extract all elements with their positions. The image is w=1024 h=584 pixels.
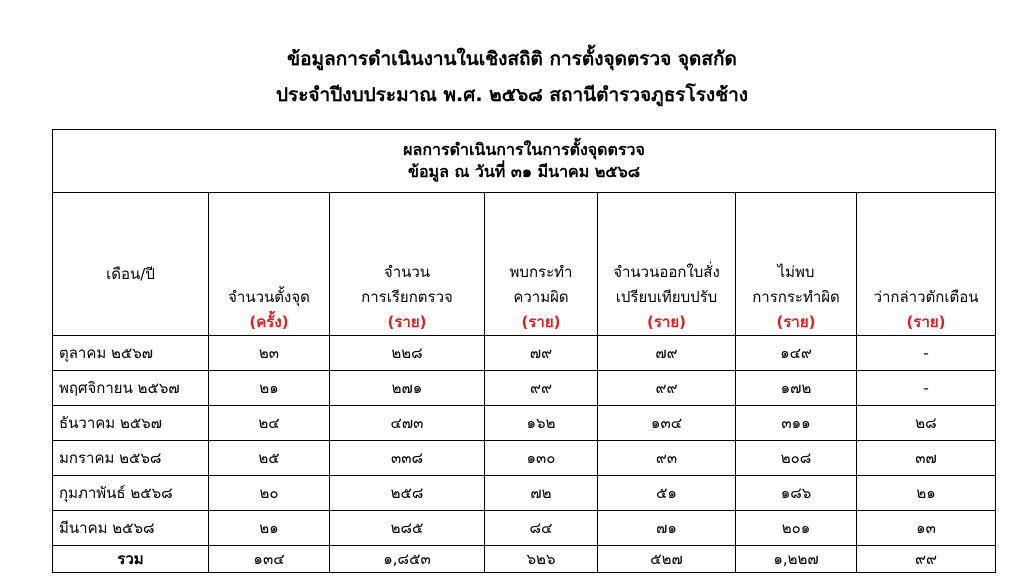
warnings-cell: ๒๑ [857, 476, 996, 511]
inspections-cell: ๔๗๓ [330, 406, 485, 441]
month-cell: กุมภาพันธ์ ๒๕๖๘ [53, 476, 209, 511]
column-header-month-label: เดือน/ปี [106, 264, 155, 283]
inspections-cell: ๓๓๘ [330, 441, 485, 476]
column-header-warnings-label: ว่ากล่าวตักเตือน [873, 288, 979, 306]
column-header-checkpoints [209, 193, 330, 336]
checkpoints-cell: ๒๓ [209, 336, 330, 371]
total-row [53, 546, 996, 573]
offenses-cell: ๗๙ [485, 336, 598, 371]
offenses-cell: ๘๔ [485, 511, 598, 546]
total-inspections: ๑,๘๕๓ [330, 546, 485, 573]
table-caption-line1: ผลการดำเนินการในการตั้งจุดตรวจ [403, 140, 645, 159]
offenses-cell: ๑๖๒ [485, 406, 598, 441]
column-header-offenses [485, 193, 598, 336]
month-cell: มกราคม ๒๕๖๘ [53, 441, 209, 476]
checkpoints-cell: ๒๑ [209, 371, 330, 406]
document-title-line2: ประจำปีงบประมาณ พ.ศ. ๒๕๖๘ สถานีตำรวจภูธรโรงช้าง [275, 84, 749, 106]
total-no-offense: ๑,๒๒๗ [736, 546, 857, 573]
inspections-cell: ๒๘๕ [330, 511, 485, 546]
column-header-tickets-line2: เปรียบเทียบปรับ [615, 288, 718, 306]
column-header-tickets [598, 193, 736, 336]
column-header-inspections-line1: จำนวน [383, 263, 431, 281]
no-offense-cell: ๒๐๑ [736, 511, 857, 546]
offenses-cell: ๗๒ [485, 476, 598, 511]
column-header-checkpoints-unit: (ครั้ง) [249, 313, 289, 331]
column-header-no-offense-unit: (ราย) [776, 313, 816, 331]
column-header-offenses-line1: พบกระทำ [509, 263, 573, 281]
month-cell: ธันวาคม ๒๕๖๗ [53, 406, 209, 441]
total-checkpoints: ๑๓๔ [209, 546, 330, 573]
checkpoints-cell: ๒๐ [209, 476, 330, 511]
offenses-cell: ๑๓๐ [485, 441, 598, 476]
column-header-offenses-line2: ความผิด [513, 288, 569, 306]
month-cell: มีนาคม ๒๕๖๘ [53, 511, 209, 546]
inspections-cell: ๒๗๑ [330, 371, 485, 406]
checkpoint-stats-table [52, 129, 996, 573]
column-header-month [53, 193, 209, 336]
no-offense-cell: ๑๔๙ [736, 336, 857, 371]
total-offenses: ๖๒๖ [485, 546, 598, 573]
checkpoints-cell: ๒๔ [209, 406, 330, 441]
warnings-cell: ๑๓ [857, 511, 996, 546]
no-offense-cell: ๓๑๑ [736, 406, 857, 441]
column-header-warnings-unit: (ราย) [906, 313, 946, 331]
no-offense-cell: ๒๐๘ [736, 441, 857, 476]
document-title-line1: ข้อมูลการดำเนินงานในเชิงสถิติ การตั้งจุดตรวจ จุดสกัด [287, 48, 737, 70]
checkpoints-cell: ๒๑ [209, 511, 330, 546]
warnings-cell: - [857, 336, 996, 371]
warnings-cell: ๒๘ [857, 406, 996, 441]
table-row [53, 371, 996, 406]
total-label: รวม [53, 546, 209, 573]
column-header-no-offense-line1: ไม่พบ [777, 263, 815, 281]
checkpoints-cell: ๒๕ [209, 441, 330, 476]
inspections-cell: ๒๕๘ [330, 476, 485, 511]
tickets-cell: ๙๙ [598, 371, 736, 406]
column-header-offenses-unit: (ราย) [521, 313, 561, 331]
month-cell: ตุลาคม ๒๕๖๗ [53, 336, 209, 371]
table-row [53, 336, 996, 371]
warnings-cell: - [857, 371, 996, 406]
tickets-cell: ๗๙ [598, 336, 736, 371]
column-header-tickets-line1: จำนวนออกใบสั่ง [613, 263, 720, 281]
table-row [53, 406, 996, 441]
tickets-cell: ๙๓ [598, 441, 736, 476]
table-row [53, 511, 996, 546]
table-caption [53, 130, 996, 193]
warnings-cell: ๓๗ [857, 441, 996, 476]
tickets-cell: ๗๑ [598, 511, 736, 546]
offenses-cell: ๙๙ [485, 371, 598, 406]
column-header-checkpoints-label: จำนวนตั้งจุด [228, 288, 310, 306]
column-header-tickets-unit: (ราย) [647, 313, 686, 331]
table-row [53, 441, 996, 476]
column-header-inspections-unit: (ราย) [387, 313, 427, 331]
month-cell: พฤศจิกายน ๒๕๖๗ [53, 371, 209, 406]
no-offense-cell: ๑๘๖ [736, 476, 857, 511]
column-header-warnings [857, 193, 996, 336]
table-caption-line2: ข้อมูล ณ วันที่ ๓๑ มีนาคม ๒๕๖๘ [408, 162, 641, 181]
tickets-cell: ๕๑ [598, 476, 736, 511]
total-warnings: ๙๙ [857, 546, 996, 573]
total-tickets: ๕๒๗ [598, 546, 736, 573]
inspections-cell: ๒๒๘ [330, 336, 485, 371]
column-header-no-offense-line2: การกระทำผิด [752, 288, 840, 306]
column-header-inspections-line2: การเรียกตรวจ [361, 288, 453, 306]
table-row [53, 476, 996, 511]
column-header-inspections [330, 193, 485, 336]
column-header-no-offense [736, 193, 857, 336]
no-offense-cell: ๑๗๒ [736, 371, 857, 406]
tickets-cell: ๑๓๔ [598, 406, 736, 441]
